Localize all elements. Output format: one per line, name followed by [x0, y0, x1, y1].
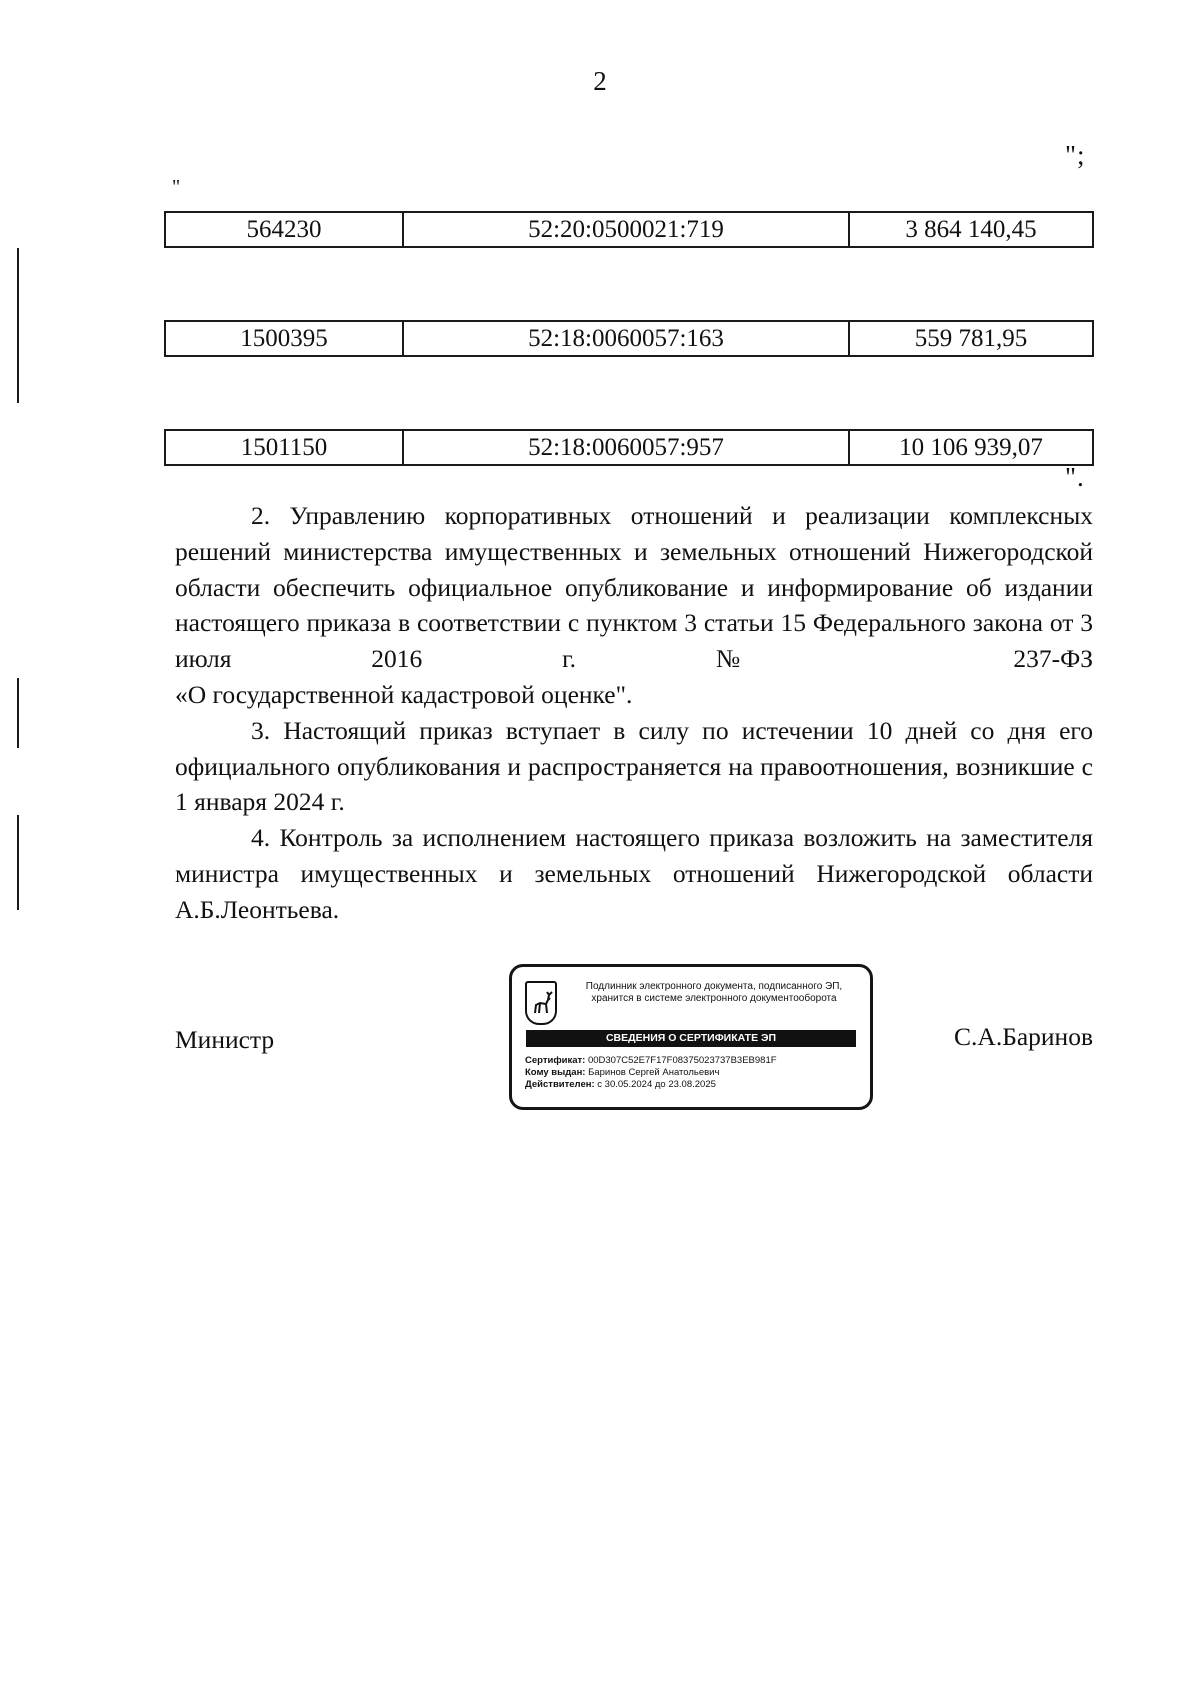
issued-to-value: Баринов Сергей Анатольевич — [588, 1067, 720, 1078]
row-cadastral-number: 52:20:0500021:719 — [403, 212, 849, 247]
closing-quote-bottom: ". — [1065, 462, 1085, 492]
row-value: 10 106 939,07 — [849, 430, 1093, 465]
page-number: 2 — [593, 66, 607, 96]
stamp-details — [525, 1055, 777, 1091]
issued-to-label: Кому выдан: — [525, 1067, 586, 1078]
paragraph-2-tail: «О государственной кадастровой оценке". — [175, 679, 633, 709]
stamp-header — [564, 981, 864, 1005]
table-row — [164, 429, 1094, 466]
paragraph-2: 2. Управлению корпоративных отношений и реализации комплексных решений министерства имущественных и земельных отношений Нижегородской области обеспечить официальное опубликование и информирование об издании настоящего приказа в соответствии с пунктом 3 статьи 15 Федерального закона от 3 июля 2016 г. № 237-ФЗ — [175, 501, 1093, 674]
stamp-banner: СВЕДЕНИЯ О СЕРТИФИКАТЕ ЭП — [526, 1030, 856, 1047]
deer-emblem-icon — [525, 981, 557, 1025]
row-id: 1500395 — [165, 321, 403, 356]
scan-margin-mark — [17, 815, 19, 910]
signatory-role: Министр — [175, 1025, 275, 1054]
table-row — [164, 211, 1094, 248]
scan-margin-mark — [17, 248, 19, 403]
certificate-label: Сертификат: — [525, 1055, 586, 1066]
signatory-name: С.А.Баринов — [954, 1022, 1093, 1051]
row-cadastral-number: 52:18:0060057:957 — [403, 430, 849, 465]
closing-quote-top: "; — [1065, 140, 1086, 170]
row-id: 564230 — [165, 212, 403, 247]
row-cadastral-number: 52:18:0060057:163 — [403, 321, 849, 356]
valid-value: с 30.05.2024 до 23.08.2025 — [597, 1079, 716, 1090]
paragraph-3: 3. Настоящий приказ вступает в силу по истечении 10 дней со дня его официального опубликования и распространяется на правоотношения, возникшие с 1 января 2024 г. — [175, 715, 1093, 817]
opening-quote: " — [172, 176, 182, 198]
valid-label: Действителен: — [525, 1079, 595, 1090]
order-text — [175, 498, 1093, 928]
table-row — [164, 320, 1094, 357]
scan-margin-mark — [17, 678, 19, 748]
certificate-value: 00D307C52E7F17F08375023737B3EB981F — [587, 1055, 777, 1066]
row-id: 1501150 — [165, 430, 403, 465]
row-value: 559 781,95 — [849, 321, 1093, 356]
stamp-header-line: хранится в системе электронного документооборота — [591, 993, 837, 1004]
stamp-header-line: Подлинник электронного документа, подписанного ЭП, — [585, 981, 843, 992]
electronic-signature-stamp — [509, 964, 873, 1110]
paragraph-4: 4. Контроль за исполнением настоящего приказа возложить на заместителя министра имущественных и земельных отношений Нижегородской области А.Б.Леонтьева. — [175, 823, 1093, 924]
row-value: 3 864 140,45 — [849, 212, 1093, 247]
